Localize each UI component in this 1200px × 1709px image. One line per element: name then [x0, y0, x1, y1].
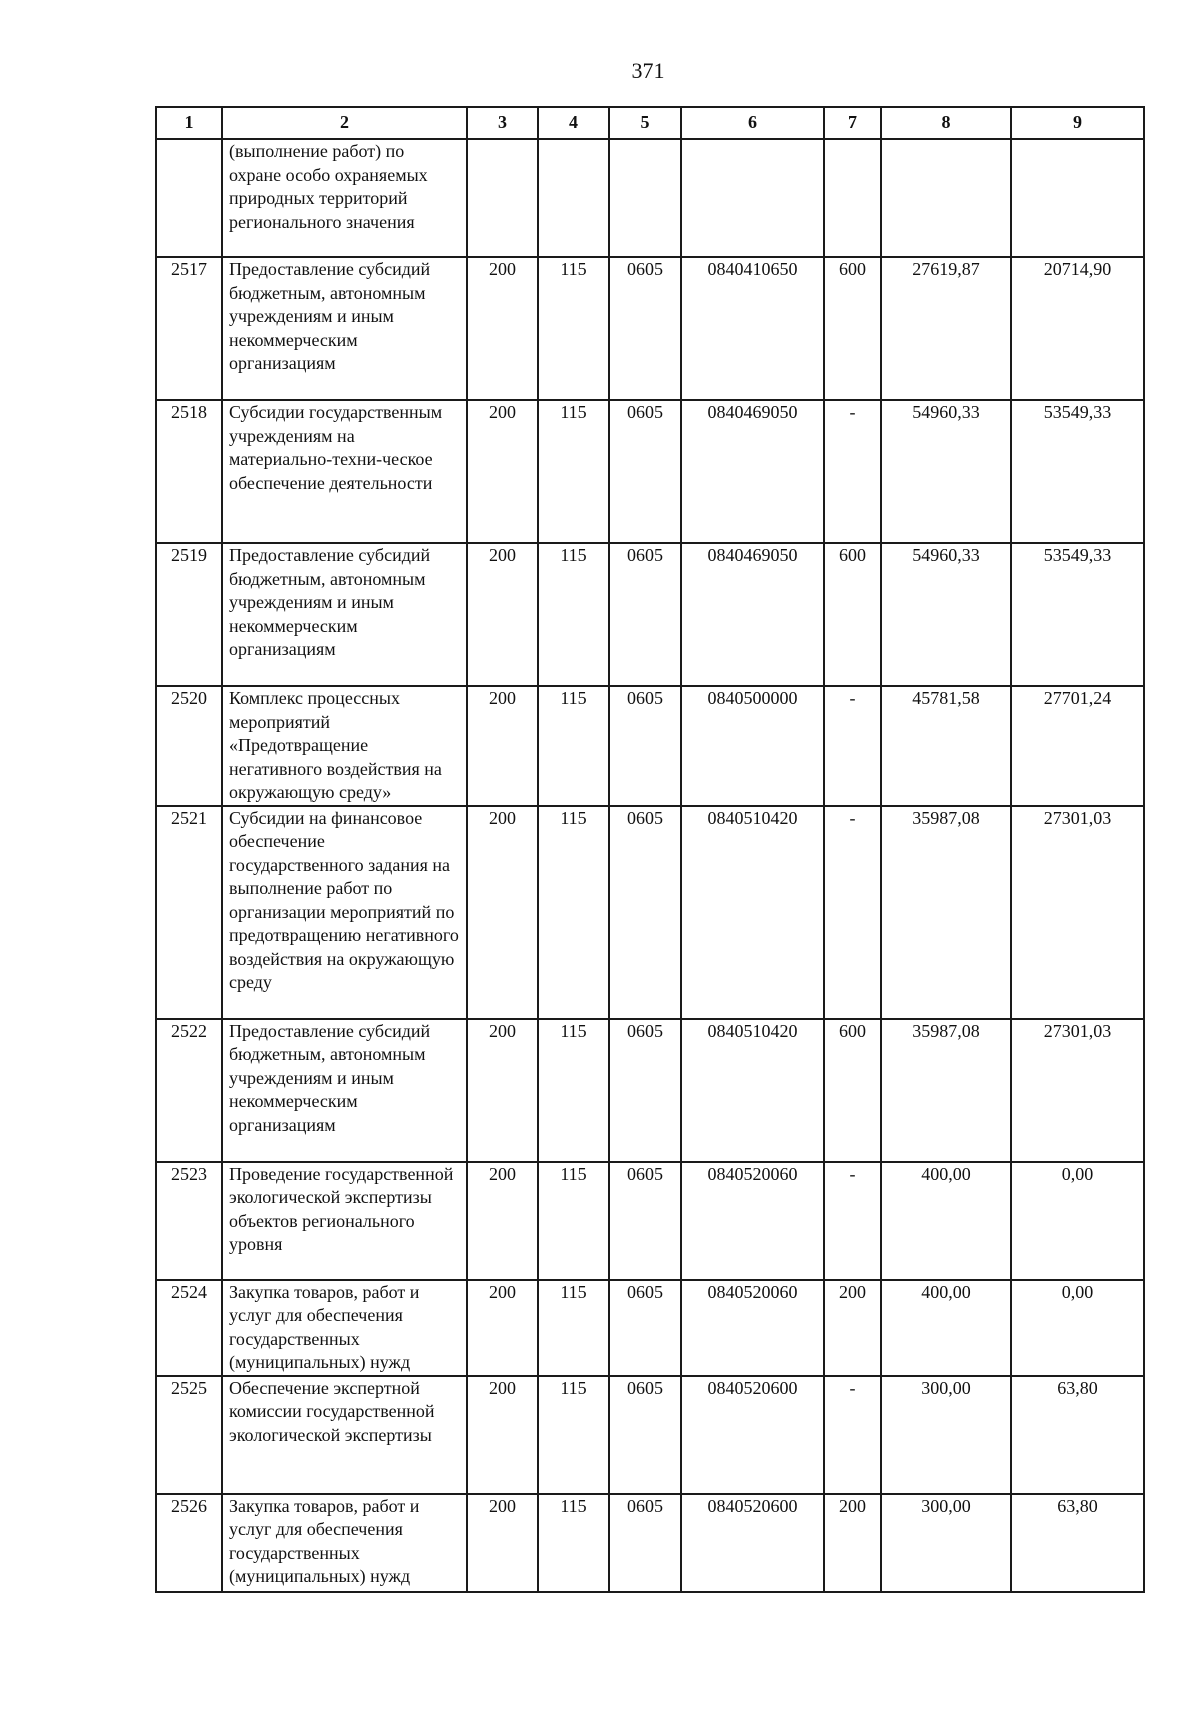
- cell-col3: 200: [467, 1280, 538, 1376]
- cell-col3: 200: [467, 1376, 538, 1494]
- cell-col4: 115: [538, 257, 609, 400]
- cell-col5: 0605: [609, 806, 681, 1019]
- budget-table: [155, 106, 1145, 1593]
- row-number: 2517: [156, 257, 222, 400]
- cell-col4: 115: [538, 400, 609, 543]
- table-row: [156, 1280, 1144, 1376]
- cell-col5: 0605: [609, 686, 681, 806]
- cell-col4: 115: [538, 1019, 609, 1162]
- cell-col5: [609, 139, 681, 257]
- row-description: Комплекс процессных мероприятий «Предотвращение негативного воздействия на окружающую среду»: [222, 686, 467, 806]
- cell-col7: 200: [824, 1494, 881, 1592]
- cell-col6: 0840520600: [681, 1494, 824, 1592]
- header-row: [156, 107, 1144, 139]
- cell-col4: 115: [538, 686, 609, 806]
- cell-col7: 600: [824, 1019, 881, 1162]
- cell-col3: 200: [467, 686, 538, 806]
- cell-col8: 300,00: [881, 1494, 1011, 1592]
- column-header: 9: [1011, 107, 1144, 139]
- cell-col9: 53549,33: [1011, 543, 1144, 686]
- cell-col3: 200: [467, 400, 538, 543]
- cell-col5: 0605: [609, 257, 681, 400]
- cell-col6: 0840410650: [681, 257, 824, 400]
- column-header: 5: [609, 107, 681, 139]
- cell-col6: 0840469050: [681, 543, 824, 686]
- cell-col6: [681, 139, 824, 257]
- row-number: 2521: [156, 806, 222, 1019]
- column-header: 6: [681, 107, 824, 139]
- column-header: 4: [538, 107, 609, 139]
- cell-col8: 27619,87: [881, 257, 1011, 400]
- cell-col3: 200: [467, 1162, 538, 1280]
- cell-col9: 63,80: [1011, 1376, 1144, 1494]
- row-description: Предоставление субсидий бюджетным, автономным учреждениям и иным некоммерческим организациям: [222, 257, 467, 400]
- cell-col7: 200: [824, 1280, 881, 1376]
- cell-col9: 27301,03: [1011, 806, 1144, 1019]
- cell-col3: 200: [467, 806, 538, 1019]
- cell-col5: 0605: [609, 1019, 681, 1162]
- cell-col9: 0,00: [1011, 1280, 1144, 1376]
- cell-col8: 35987,08: [881, 1019, 1011, 1162]
- cell-col4: 115: [538, 1376, 609, 1494]
- table-row: [156, 1019, 1144, 1162]
- cell-col6: 0840510420: [681, 806, 824, 1019]
- cell-col5: 0605: [609, 400, 681, 543]
- cell-col4: [538, 139, 609, 257]
- column-header: 2: [222, 107, 467, 139]
- row-description: Субсидии государственным учреждениям на материально-техни-ческое обеспечение деятельности: [222, 400, 467, 543]
- cell-col6: 0840520600: [681, 1376, 824, 1494]
- cell-col7: [824, 139, 881, 257]
- cell-col3: 200: [467, 543, 538, 686]
- cell-col7: -: [824, 1162, 881, 1280]
- row-description: Проведение государственной экологической экспертизы объектов регионального уровня: [222, 1162, 467, 1280]
- table-row: [156, 400, 1144, 543]
- cell-col3: 200: [467, 257, 538, 400]
- row-number: 2519: [156, 543, 222, 686]
- cell-col8: 400,00: [881, 1280, 1011, 1376]
- table-row: [156, 686, 1144, 806]
- cell-col5: 0605: [609, 1494, 681, 1592]
- row-description: Закупка товаров, работ и услуг для обеспечения государственных (муниципальных) нужд: [222, 1280, 467, 1376]
- cell-col4: 115: [538, 1162, 609, 1280]
- table-row: [156, 139, 1144, 257]
- row-description: Субсидии на финансовое обеспечение государственного задания на выполнение работ по организации мероприятий по предотвращению негативного воздействия на окружающую среду: [222, 806, 467, 1019]
- cell-col6: 0840510420: [681, 1019, 824, 1162]
- table-row: [156, 1376, 1144, 1494]
- cell-col8: 400,00: [881, 1162, 1011, 1280]
- cell-col5: 0605: [609, 1376, 681, 1494]
- row-number: 2524: [156, 1280, 222, 1376]
- cell-col7: -: [824, 806, 881, 1019]
- cell-col5: 0605: [609, 1162, 681, 1280]
- row-number: 2518: [156, 400, 222, 543]
- cell-col4: 115: [538, 1494, 609, 1592]
- cell-col5: 0605: [609, 1280, 681, 1376]
- row-number: 2526: [156, 1494, 222, 1592]
- column-header: 1: [156, 107, 222, 139]
- cell-col4: 115: [538, 1280, 609, 1376]
- cell-col4: 115: [538, 806, 609, 1019]
- column-header: 7: [824, 107, 881, 139]
- cell-col8: 35987,08: [881, 806, 1011, 1019]
- cell-col7: 600: [824, 257, 881, 400]
- row-number: 2522: [156, 1019, 222, 1162]
- cell-col9: [1011, 139, 1144, 257]
- table-row: [156, 257, 1144, 400]
- table-row: [156, 1162, 1144, 1280]
- cell-col3: [467, 139, 538, 257]
- cell-col9: 27301,03: [1011, 1019, 1144, 1162]
- cell-col3: 200: [467, 1019, 538, 1162]
- row-number: 2523: [156, 1162, 222, 1280]
- row-description: Предоставление субсидий бюджетным, автономным учреждениям и иным некоммерческим организациям: [222, 543, 467, 686]
- cell-col4: 115: [538, 543, 609, 686]
- cell-col9: 20714,90: [1011, 257, 1144, 400]
- row-description: Предоставление субсидий бюджетным, автономным учреждениям и иным некоммерческим организациям: [222, 1019, 467, 1162]
- table-row: [156, 806, 1144, 1019]
- cell-col6: 0840520060: [681, 1280, 824, 1376]
- cell-col7: -: [824, 400, 881, 543]
- table-row: [156, 543, 1144, 686]
- cell-col9: 53549,33: [1011, 400, 1144, 543]
- cell-col9: 0,00: [1011, 1162, 1144, 1280]
- cell-col8: 54960,33: [881, 400, 1011, 543]
- cell-col8: 45781,58: [881, 686, 1011, 806]
- row-description: (выполнение работ) по охране особо охраняемых природных территорий регионального значения: [222, 139, 467, 257]
- cell-col9: 63,80: [1011, 1494, 1144, 1592]
- row-number: [156, 139, 222, 257]
- cell-col9: 27701,24: [1011, 686, 1144, 806]
- row-description: Закупка товаров, работ и услуг для обеспечения государственных (муниципальных) нужд: [222, 1494, 467, 1592]
- cell-col7: 600: [824, 543, 881, 686]
- cell-col5: 0605: [609, 543, 681, 686]
- column-header: 8: [881, 107, 1011, 139]
- cell-col7: -: [824, 686, 881, 806]
- cell-col6: 0840500000: [681, 686, 824, 806]
- row-description: Обеспечение экспертной комиссии государственной экологической экспертизы: [222, 1376, 467, 1494]
- cell-col6: 0840520060: [681, 1162, 824, 1280]
- cell-col8: 54960,33: [881, 543, 1011, 686]
- page-number: 371: [631, 58, 665, 83]
- row-number: 2520: [156, 686, 222, 806]
- cell-col8: 300,00: [881, 1376, 1011, 1494]
- table-row: [156, 1494, 1144, 1592]
- row-number: 2525: [156, 1376, 222, 1494]
- column-header: 3: [467, 107, 538, 139]
- cell-col3: 200: [467, 1494, 538, 1592]
- cell-col6: 0840469050: [681, 400, 824, 543]
- cell-col8: [881, 139, 1011, 257]
- cell-col7: -: [824, 1376, 881, 1494]
